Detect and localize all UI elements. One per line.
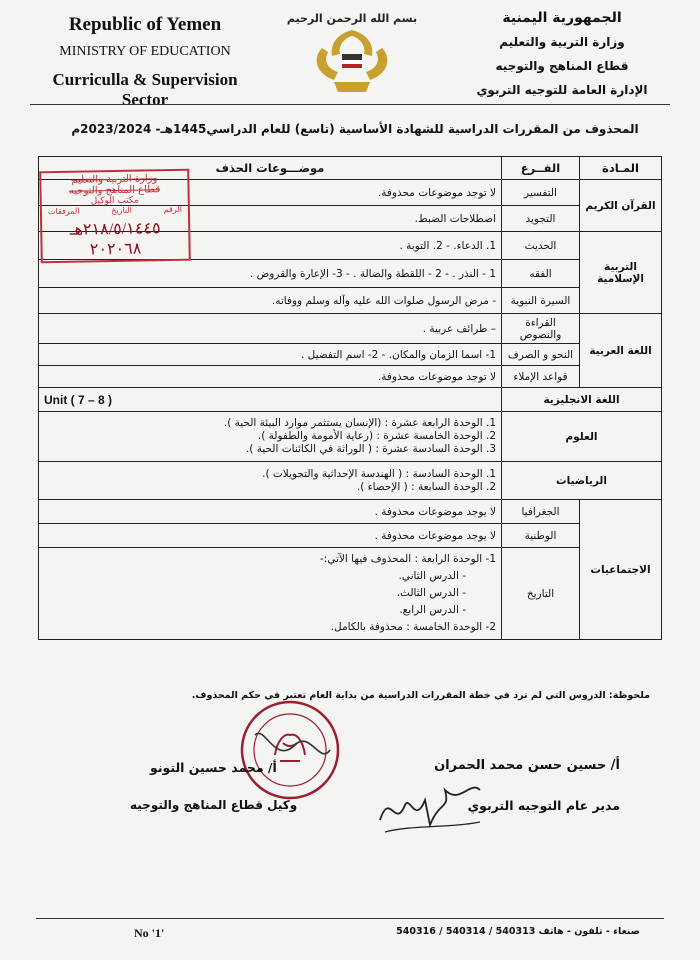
- topic-line: - الدرس الثالث.: [396, 587, 466, 599]
- topic-line: - الدرس الثاني.: [398, 570, 466, 582]
- topic-cell: 1. الدعاء. - 2. التوبة .: [39, 232, 502, 260]
- stamp-line: الرقم: [163, 204, 182, 215]
- topic-line: - الدرس الرابع.: [399, 604, 466, 616]
- branch-cell: الفقه: [502, 260, 580, 288]
- ministry-name-ar: وزارة التربية والتعليم: [499, 35, 625, 49]
- topic-cell: 1- اسما الزمان والمكان. - 2- اسم التفضيل .: [39, 344, 502, 366]
- document-title: المحذوف من المقررات الدراسية للشهادة الأساسية (تاسع) للعام الدراسي1445هـ- 2023/2024م: [71, 122, 639, 136]
- yemen-emblem-icon: [282, 8, 422, 98]
- subject-cell: التربية الإسلامية: [580, 232, 662, 314]
- topic-cell: 1 - النذر . - 2 - اللقطة والضالة . - 3- الإعارة والقروض .: [39, 260, 502, 288]
- branch-cell: السيرة النبوية: [502, 288, 580, 314]
- topic-cell: – طرائف عربية .: [39, 314, 502, 344]
- topic-cell: لا توجد موضوعات محذوفة.: [39, 180, 502, 206]
- topic-cell: - مرض الرسول صلوات الله عليه وآله وسلم ووفاته.: [39, 288, 502, 314]
- branch-cell: النحو و الصرف: [502, 344, 580, 366]
- table-row: [39, 500, 662, 524]
- branch-cell: الجغرافيا: [502, 500, 580, 524]
- header-subject: المـادة: [580, 157, 662, 180]
- table-row: [39, 412, 662, 462]
- branch-cell: التجويد: [502, 206, 580, 232]
- table-row: [39, 344, 662, 366]
- stamp-line: المرفقات: [47, 206, 80, 217]
- subject-cell: الاجتماعيات: [580, 500, 662, 640]
- topic-cell: [39, 462, 502, 500]
- topic-line: 1- الوحدة الرابعة : المحذوف فيها الآتي:-: [319, 553, 496, 565]
- signatory-right-name: أ/ حسين حسن محمد الحمران: [434, 758, 620, 773]
- table-row: [39, 462, 662, 500]
- topic-line: 1. الوحدة الرابعة عشرة : (الإنسان يستثمر موارد البيئة الحية ).: [223, 417, 496, 429]
- table-row: [39, 314, 662, 344]
- subject-cell: اللغة العربية: [580, 314, 662, 388]
- signatory-right-title: مدير عام التوجيه التربوي: [467, 798, 620, 813]
- department-name-ar: الإدارة العامة للتوجيه التربوي: [476, 83, 648, 97]
- topic-cell: [39, 412, 502, 462]
- subject-cell: اللغة الانجليزية: [502, 388, 662, 412]
- subject-cell: الرياضيات: [502, 462, 662, 500]
- signatory-left-name: أ/ محمد حسين التونو: [150, 760, 277, 775]
- branch-cell: الحديث: [502, 232, 580, 260]
- topic-cell: [39, 548, 502, 640]
- sector-name-en: Curriculla & Supervision Sector: [52, 70, 238, 109]
- country-name-en: Republic of Yemen: [68, 14, 222, 35]
- topic-line: 2. الوحدة الخامسة عشرة : (رعاية الأمومة والطفولة ).: [257, 430, 496, 442]
- ministry-name-en: MINISTRY OF EDUCATION: [59, 44, 231, 59]
- note-text: ملحوظة: الدروس التي لم ترد في خطة المقررات الدراسية من بداية العام تعتبر في حكم المحذوف.: [191, 690, 650, 701]
- official-seal-icon: [235, 695, 345, 805]
- header-topics: موضـــوعات الحذف: [39, 157, 502, 180]
- stamp-line: قطاع المناهج والتوجيه: [68, 184, 161, 197]
- topic-cell: لا يوجد موضوعات محذوفة .: [39, 524, 502, 548]
- topic-cell: لا يوجد موضوعات محذوفة .: [39, 500, 502, 524]
- footer-contact: صنعاء - تلفون - هاتف 540313 / 540314 / 540316: [396, 926, 640, 937]
- stamp-number: ٢١٨/٥/١٤٤٥هـ ٢٠٢٠٦٨: [69, 220, 161, 259]
- table-row: [39, 288, 662, 314]
- topic-cell: لا توجد موضوعات محذوفة.: [39, 366, 502, 388]
- stamp-line: وزارة التربية والتعليم: [71, 173, 158, 186]
- topic-line: 2- الوحدة الخامسة : محذوفة بالكامل.: [330, 621, 496, 633]
- topic-line: 3. الوحدة السادسة عشرة : ( الوراثة في الكائنات الحية ).: [245, 443, 496, 455]
- topic-cell: Unit ( 7 – 8 ): [39, 388, 502, 412]
- topic-line: 1. الوحدة السادسة : ( الهندسة الإحداثية والتحويلات ).: [262, 467, 496, 480]
- signatory-left-title: وكيل قطاع المناهج والتوجيه: [130, 798, 298, 812]
- header-arabic: [452, 6, 672, 102]
- header-branch: الفــرع: [502, 157, 580, 180]
- table-row: [39, 388, 662, 412]
- branch-cell: التاريخ: [502, 548, 580, 640]
- sector-name-ar: قطاع المناهج والتوجيه: [495, 59, 629, 73]
- table-row: [39, 260, 662, 288]
- branch-cell: التفسير: [502, 180, 580, 206]
- table-row: [39, 548, 662, 640]
- subject-cell: القرآن الكريم: [580, 180, 662, 232]
- branch-cell: قواعد الإملاء: [502, 366, 580, 388]
- topic-line: 2. الوحدة السابعة : ( الإحصاء ).: [356, 480, 496, 493]
- subject-cell: العلوم: [502, 412, 662, 462]
- branch-cell: الوطنية: [502, 524, 580, 548]
- header-english: [30, 10, 260, 110]
- basmala: بسم الله الرحمن الرحيم: [286, 12, 418, 25]
- stamp-line: التاريخ: [111, 205, 133, 216]
- footer-divider: [36, 918, 664, 919]
- table-row: [39, 366, 662, 388]
- stamp-line: مكتب الوكيل: [90, 195, 139, 207]
- table-row: [39, 524, 662, 548]
- header-divider: [30, 104, 670, 105]
- office-stamp: [39, 169, 191, 264]
- country-name-ar: الجمهورية اليمنية: [502, 10, 622, 26]
- branch-cell: القراءة والنصوص: [502, 314, 580, 344]
- page-number: No '1': [134, 926, 165, 940]
- topic-cell: اصطلاحات الضبط.: [39, 206, 502, 232]
